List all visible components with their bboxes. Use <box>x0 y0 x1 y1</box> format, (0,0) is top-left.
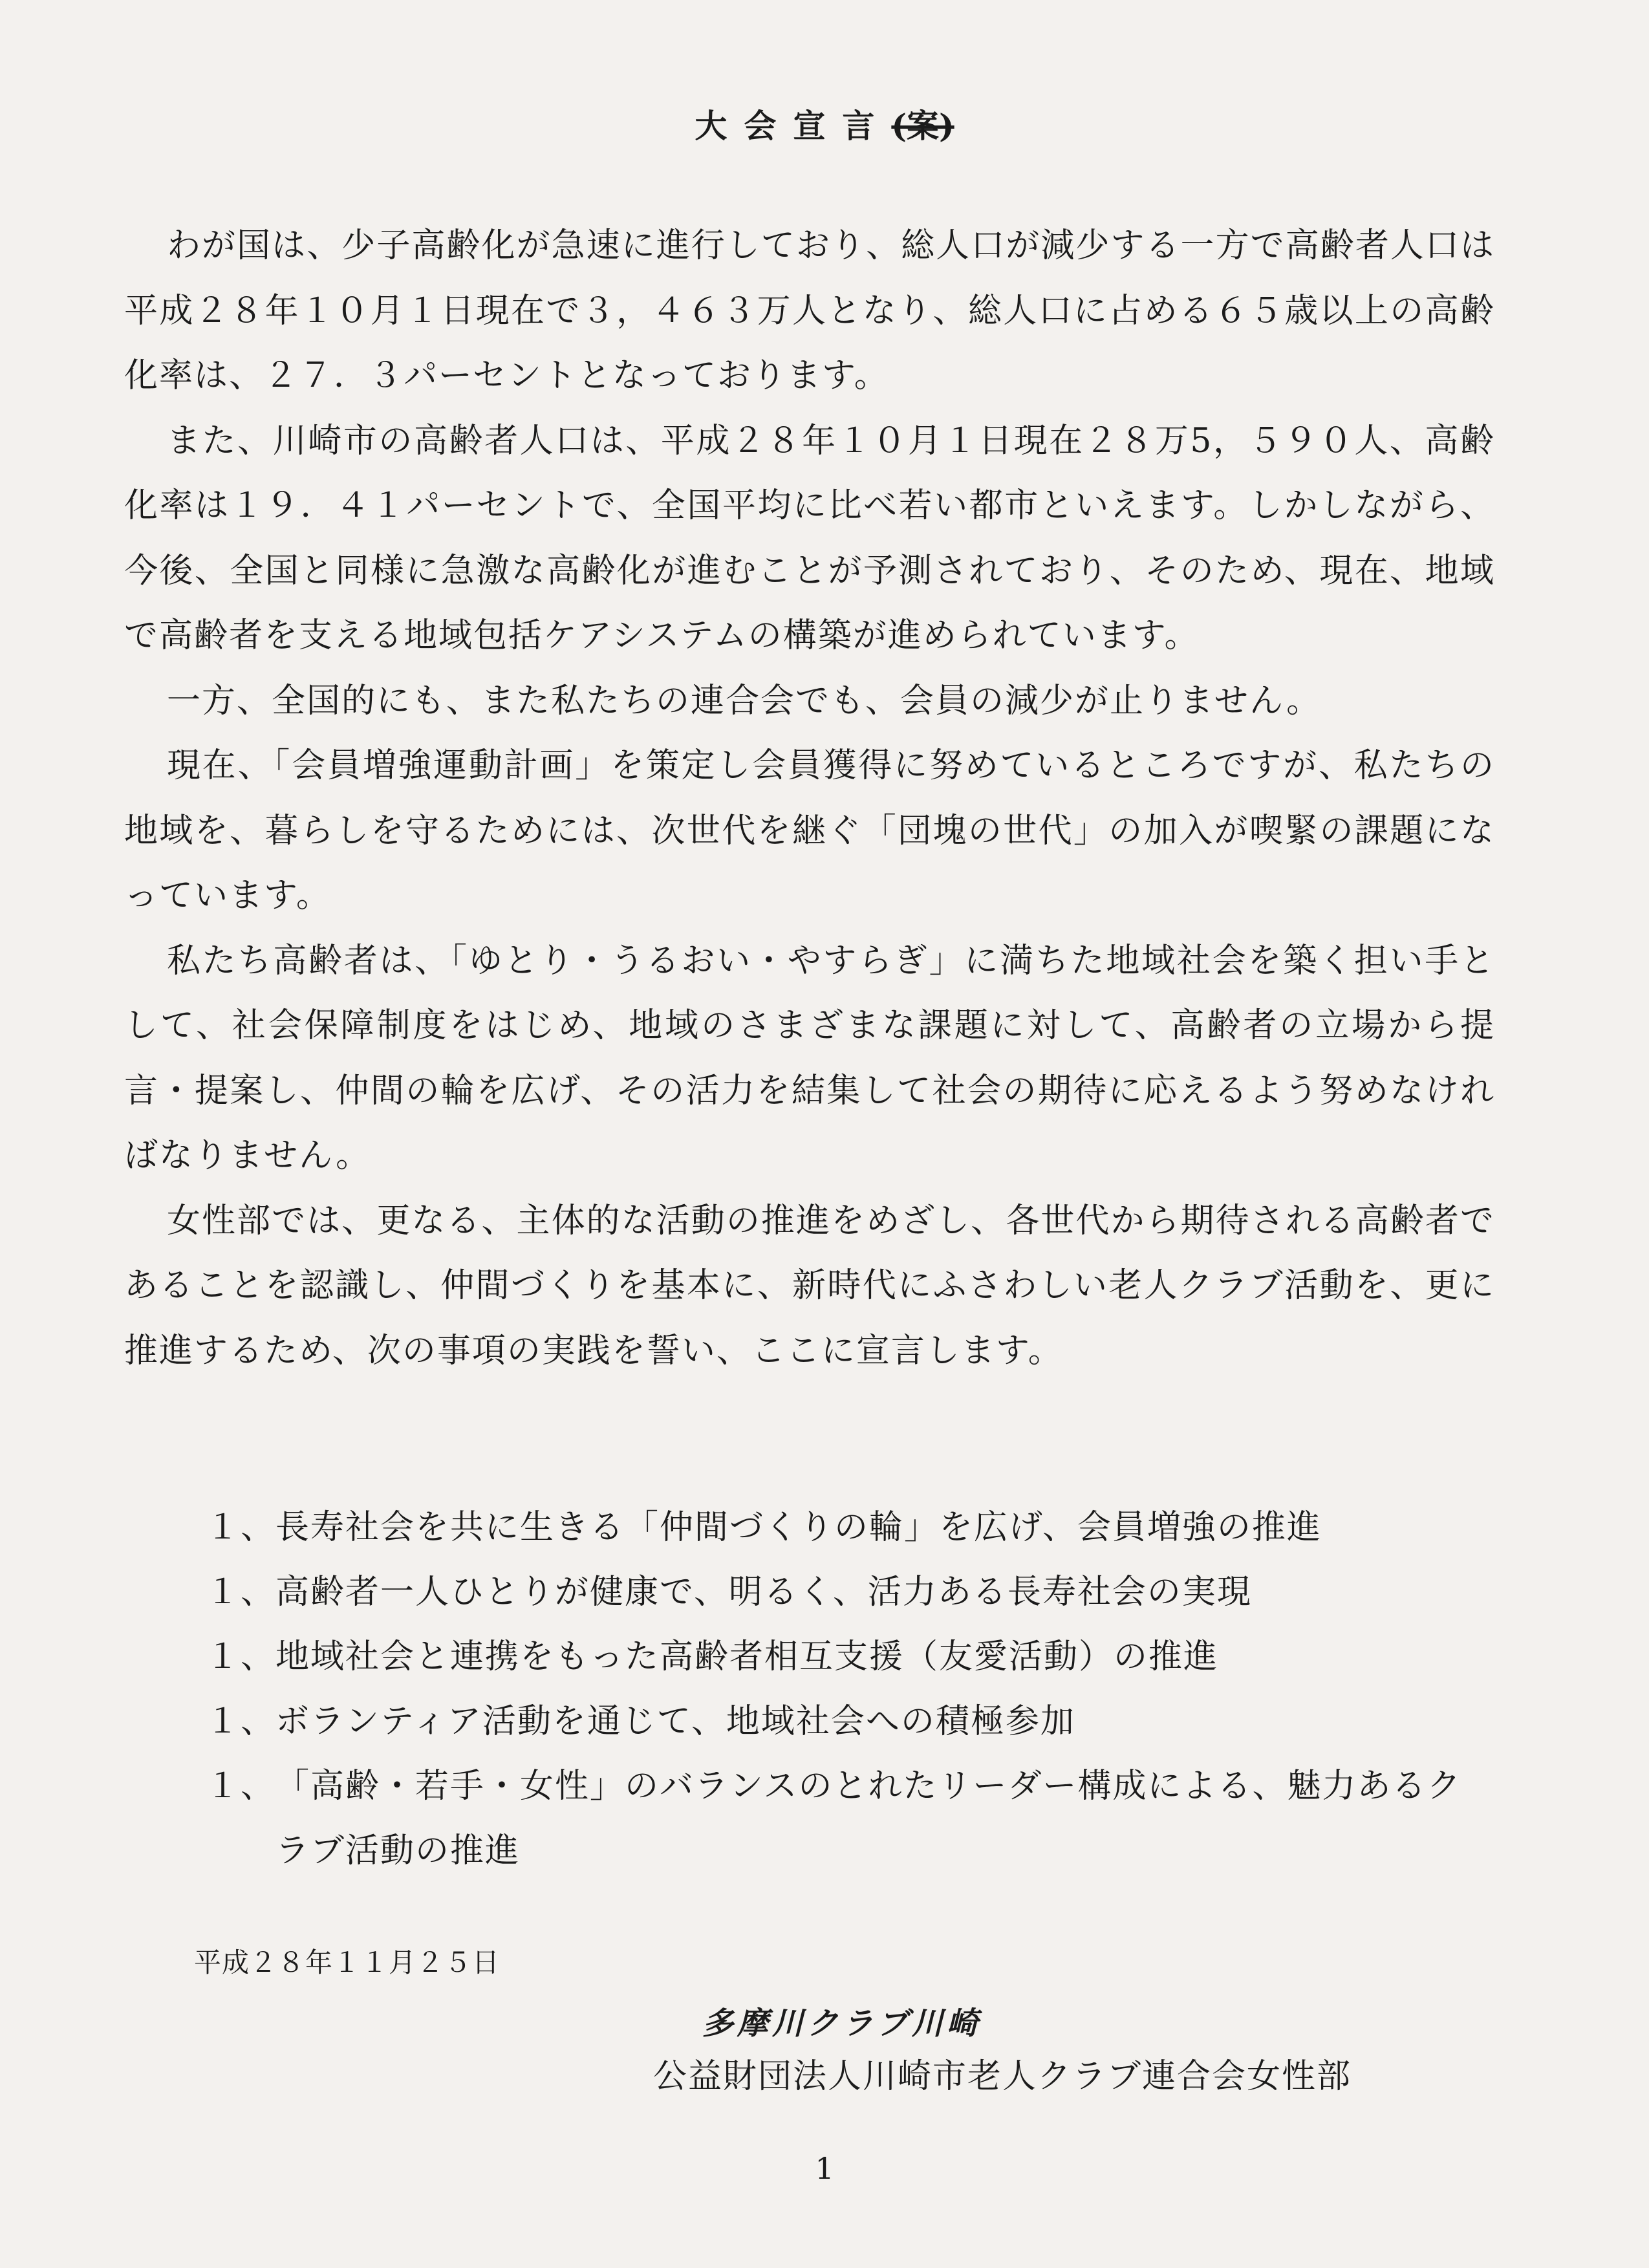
paragraph-womens-division: 女性部では、更なる、主体的な活動の推進をめざし、各世代から期待される高齢者であることを認識し、仲間づくりを基本に、新時代にふさわしい老人クラブ活動を、更に推進するため、次の事項の実践を誓い、ここに宣言します。 <box>124 1201 1495 1370</box>
paragraph-kawasaki-aging: また、川崎市の高齢者人口は、平成２８年１０月１日現在２８万5，５９０人、高齢化率は１９．４１パーセントで、全国平均に比べ若い都市といえます。しかしながら、今後、全国と同様に急激な高齢化が進むことが予測されており、そのため、現在、地域で高齢者を支える地域包括ケアシステムの構築が進められています。 <box>124 421 1495 655</box>
resolution-number: １、 <box>206 1767 276 1806</box>
resolution-text: 「高齢・若手・女性」のバランスのとれたリーダー構成による、魅力あるクラブ活動の推進 <box>275 1767 1462 1870</box>
resolution-text: 地域社会と連携をもった高齢者相互支援（友愛活動）の推進 <box>275 1637 1219 1676</box>
resolution-list <box>206 1495 1486 1883</box>
paragraph-elderly-role: 私たち高齢者は、「ゆとり・うるおい・やすらぎ」に満ちた地域社会を築く担い手として、社会保障制度をはじめ、地域のさまざまな課題に対して、高齢者の立場から提言・提案し、仲間の輪を広げ、その活力を結集して社会の期待に応えるよう努めなければなりません。 <box>124 941 1495 1175</box>
paragraph-national-aging: わが国は、少子高齢化が急速に進行しており、総人口が減少する一方で高齢者人口は平成２８年１０月１日現在で３，４６３万人となり、総人口に占める６５歳以上の高齢化率は、２７．３パーセントとなっております。 <box>124 226 1495 395</box>
resolution-text: 高齢者一人ひとりが健康で、明るく、活力ある長寿社会の実現 <box>275 1573 1252 1612</box>
resolution-text: ボランティア活動を通じて、地域社会への積極参加 <box>275 1702 1075 1741</box>
signature-organization: 公益財団法人川崎市老人クラブ連合会女性部 <box>653 2057 1352 2096</box>
resolution-item <box>206 1754 1486 1883</box>
resolution-number: １、 <box>206 1573 276 1612</box>
resolution-item <box>206 1560 1486 1625</box>
resolution-item <box>206 1689 1486 1754</box>
page-number: 1 <box>815 2151 834 2186</box>
resolution-number: １、 <box>206 1508 276 1547</box>
title-draft-mark-struck: (案) <box>891 107 954 145</box>
declaration-date: 平成２８年１１月２５日 <box>194 1947 501 1978</box>
declaration-body <box>124 213 1495 1383</box>
signature-club-name: 多摩川クラブ川崎 <box>702 2005 982 2042</box>
resolution-text: 長寿社会を共に生きる「仲間づくりの輪」を広げ、会員増強の推進 <box>275 1508 1322 1547</box>
paragraph-membership-plan: 現在、「会員増強運動計画」を策定し会員獲得に努めているところですが、私たちの地域を、暮らしを守るためには、次世代を継ぐ「団塊の世代」の加入が喫緊の課題になっています。 <box>124 746 1495 915</box>
resolution-item <box>206 1495 1486 1560</box>
title-main: 大会宣言 <box>695 107 892 145</box>
paragraph-membership-decline: 一方、全国的にも、また私たちの連合会でも、会員の減少が止りません。 <box>167 681 1322 720</box>
resolution-number: １、 <box>206 1637 276 1676</box>
document-title <box>0 97 1649 155</box>
resolution-item <box>206 1625 1486 1689</box>
resolution-number: １、 <box>206 1702 276 1741</box>
